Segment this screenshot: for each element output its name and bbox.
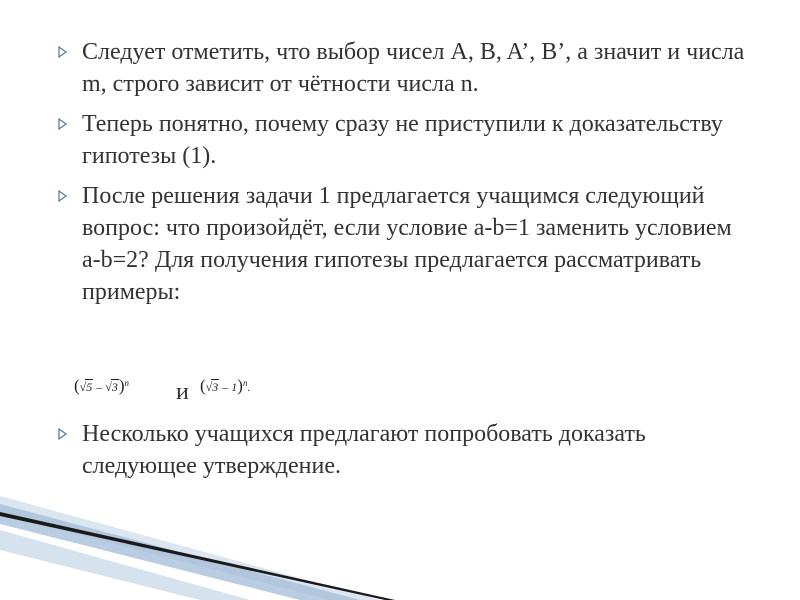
bullet-item xyxy=(52,418,752,482)
decorative-stripes xyxy=(0,490,400,600)
bullet-arrow-icon xyxy=(56,189,70,203)
bullet-arrow-icon xyxy=(56,45,70,59)
formula-connector: и xyxy=(176,379,189,405)
formula-example-2: (√3 – 1)$^n$. xyxy=(200,376,251,395)
bullet-item xyxy=(52,108,752,172)
bullet-item xyxy=(52,180,752,308)
formula-example-1: (√5 – √3)$^n$ xyxy=(74,376,130,395)
bullet-arrow-icon xyxy=(56,427,70,441)
bullet-text: Теперь понятно, почему сразу не приступили к доказательству гипотезы (1). xyxy=(82,111,723,169)
bullet-item xyxy=(52,36,752,100)
bullet-text: После решения задачи 1 предлагается учащимся следующий вопрос: что произойдёт, если условие a-b=1 заменить условием a-b=2? Для получения гипотезы предлагается рассматривать примеры: xyxy=(82,183,732,305)
formula-row xyxy=(0,372,800,412)
bullet-list xyxy=(52,36,752,308)
bullet-text: Несколько учащихся предлагают попробовать доказать следующее утверждение. xyxy=(82,421,646,479)
bullet-text: Следует отметить, что выбор чисел A, B, A’, B’, а значит и числа m, строго зависит от чётности числа n. xyxy=(82,39,745,97)
bullet-list-continued xyxy=(52,418,752,482)
bullet-arrow-icon xyxy=(56,117,70,131)
